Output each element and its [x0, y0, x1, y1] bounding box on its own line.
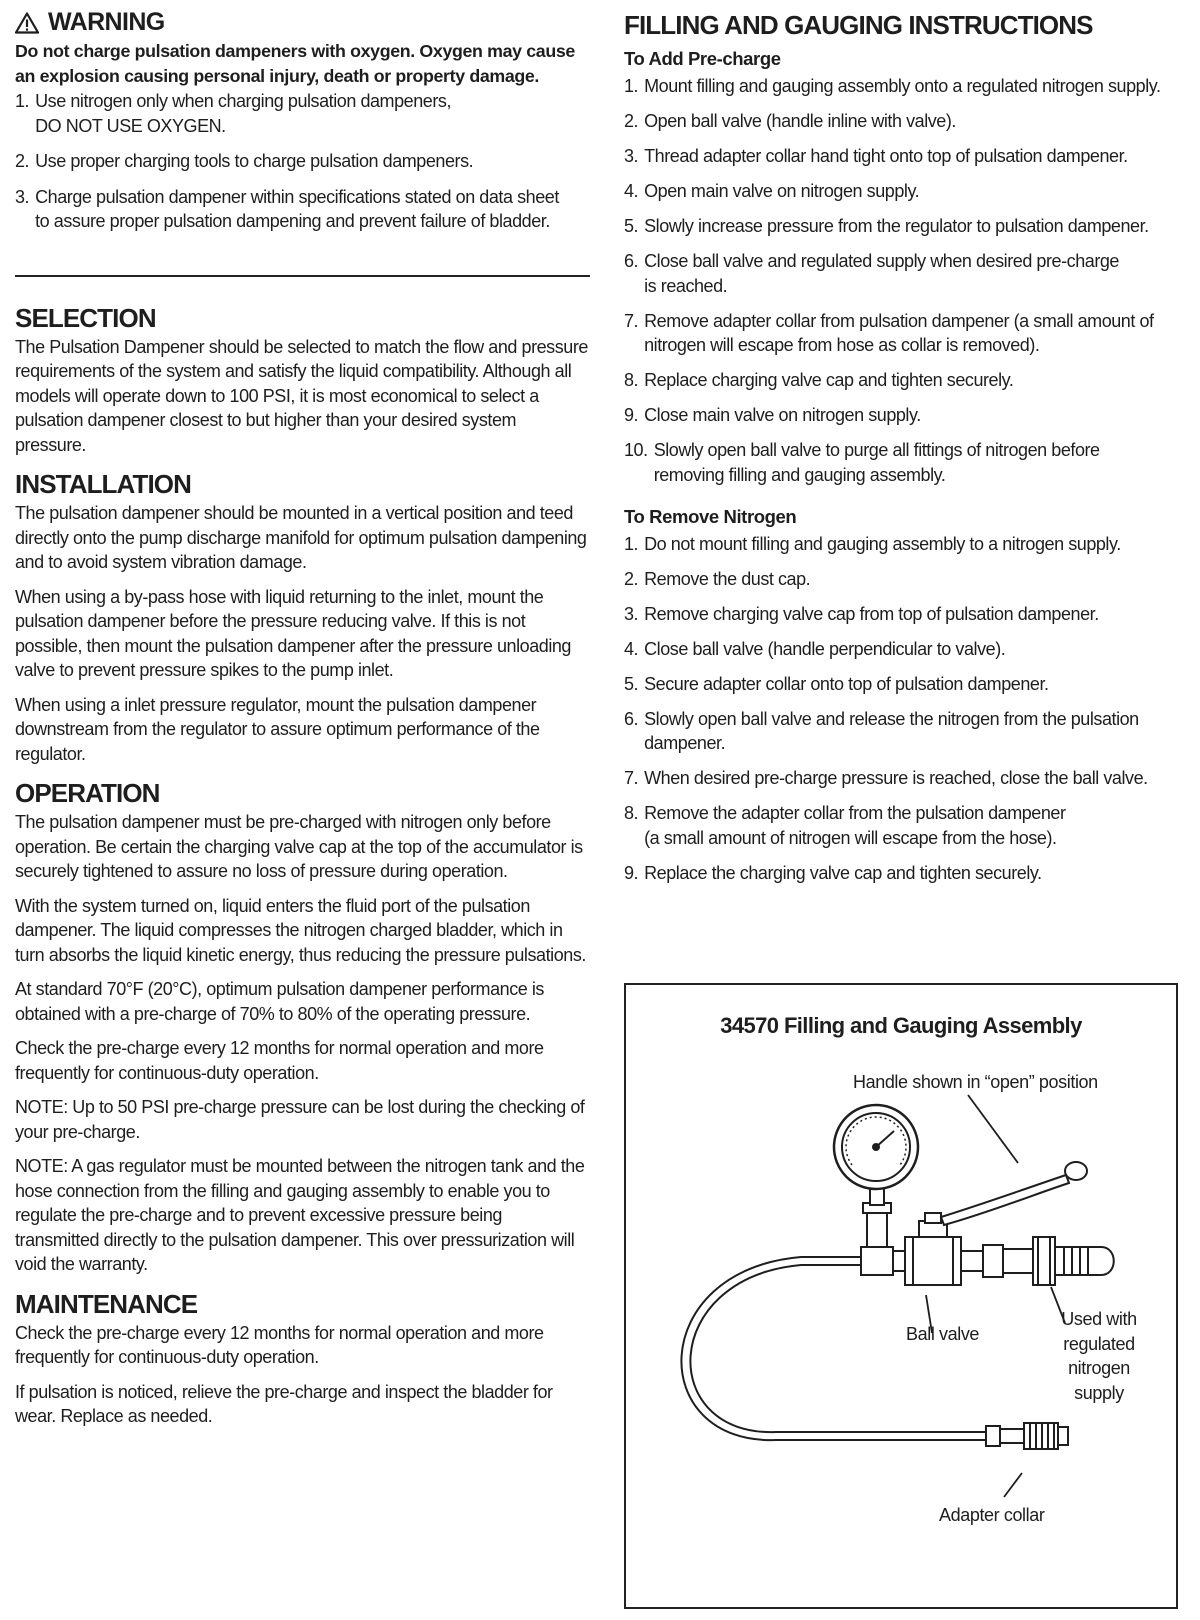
ball-valve-part — [905, 1213, 961, 1285]
remove-nitrogen-subheading: To Remove Nitrogen — [624, 505, 797, 527]
list-number: 1. — [624, 533, 639, 554]
figure-title: 34570 Filling and Gauging Assembly — [720, 1013, 1082, 1038]
list-text: When desired pre-charge pressure is reached, close the ball valve. — [644, 768, 1148, 788]
remove-step — [624, 766, 1189, 791]
paragraph: With the system turned on, liquid enters the fluid port of the pulsation dampener. The liquid compresses the nitrogen charged bladder, which in turn absorbs the liquid kinetic energy, thus reducing the pressure pulsations. — [15, 895, 586, 965]
add-step — [624, 214, 1189, 239]
supply-label-line: Used with — [1061, 1309, 1137, 1329]
paragraph: If pulsation is noticed, relieve the pre-charge and inspect the bladder for wear. Replace as needed. — [15, 1381, 553, 1426]
warning-heading — [15, 8, 590, 37]
remove-step — [624, 707, 1189, 756]
operation-body — [15, 810, 590, 1277]
list-number: 2. — [624, 111, 639, 131]
remove-step — [624, 532, 1189, 557]
list-text: Replace charging valve cap and tighten securely. — [644, 370, 1014, 390]
list-number: 7. — [624, 768, 639, 788]
list-number: 9. — [624, 862, 639, 883]
add-step — [624, 144, 1189, 169]
list-text: Use nitrogen only when charging pulsation dampeners, DO NOT USE OXYGEN. — [35, 91, 451, 136]
remove-nitrogen-steps — [624, 532, 1189, 886]
installation-body — [15, 501, 590, 766]
remove-step — [624, 861, 1189, 886]
supply-label — [1046, 1307, 1152, 1405]
list-number: 6. — [624, 708, 639, 729]
warning-list — [15, 89, 590, 234]
paragraph: NOTE: Up to 50 PSI pre-charge pressure can be lost during the checking of your pre-charge. — [15, 1097, 585, 1142]
list-text: Remove adapter collar from pulsation dampener (a small amount of nitrogen will escape from hose as collar is removed). — [644, 310, 1154, 355]
paragraph: NOTE: A gas regulator must be mounted between the nitrogen tank and the hose connection from the filling and gauging assembly to enable you to regulate the pre-charge and to prevent excessive pressure being transmitted directly to the pulsation dampener. This over pressurization will void the warranty. — [15, 1156, 585, 1274]
handle-label: Handle shown in “open” position — [853, 1072, 1098, 1092]
paragraph: At standard 70°F (20°C), optimum pulsation dampener performance is obtained with a pre-charge of 70% to 80% of the operating pressure. — [15, 979, 544, 1024]
supply-fitting — [961, 1237, 1114, 1285]
adapter-collar-part — [1024, 1423, 1068, 1449]
list-number: 4. — [624, 638, 639, 659]
adapter-collar-label: Adapter collar — [939, 1505, 1045, 1525]
list-number: 4. — [624, 181, 639, 201]
add-precharge-subheading: To Add Pre-charge — [624, 48, 781, 69]
add-step — [624, 403, 1189, 428]
warning-statement: Do not charge pulsation dampeners with oxygen. Oxygen may cause an explosion causing personal injury, death or property damage. — [15, 41, 575, 86]
tee-fitting — [861, 1203, 893, 1275]
selection-heading: SELECTION — [15, 302, 156, 333]
list-text: Slowly open ball valve to purge all fittings of nitrogen before removing filling and gauging assembly. — [653, 440, 1100, 485]
adapter-leader — [1004, 1473, 1022, 1497]
add-step — [624, 109, 1189, 134]
hose-fitting — [986, 1426, 1000, 1446]
list-number: 5. — [624, 673, 639, 694]
list-number: 6. — [624, 251, 639, 271]
remove-step — [624, 637, 1189, 662]
list-number: 3. — [15, 186, 30, 207]
list-text: Remove the dust cap. — [644, 568, 811, 589]
list-number: 10. — [624, 440, 648, 460]
paragraph: The pulsation dampener must be pre-charged with nitrogen only before operation. Be certain the charging valve cap at the top of the accumulator is securely tightened to assure no loss of pressure during operation. — [15, 812, 583, 881]
remove-step — [624, 567, 1189, 592]
list-text: Secure adapter collar onto top of pulsation dampener. — [644, 673, 1049, 694]
list-text: Slowly increase pressure from the regulator to pulsation dampener. — [644, 216, 1149, 236]
installation-heading: INSTALLATION — [15, 469, 191, 499]
add-step — [624, 368, 1189, 393]
assembly-figure — [624, 983, 1178, 1609]
operation-heading: OPERATION — [15, 778, 160, 808]
list-text: Charge pulsation dampener within specifications stated on data sheet to assure proper pulsation dampening and prevent failure of bladder. — [35, 186, 559, 231]
add-step — [624, 438, 1189, 487]
list-number: 9. — [624, 405, 639, 425]
list-text: Mount filling and gauging assembly onto a regulated nitrogen supply. — [644, 76, 1161, 96]
paragraph: The Pulsation Dampener should be selected to match the flow and pressure requirements of the system and satisfy the liquid compatibility. Although all models will operate down to 100 PSI, it is most economical to select a pulsation dampener closest to but higher than your desired system pressure. — [15, 336, 588, 455]
list-text: Open ball valve (handle inline with valve). — [644, 111, 956, 131]
add-step — [624, 179, 1189, 204]
list-number: 7. — [624, 310, 639, 331]
paragraph: Check the pre-charge every 12 months for normal operation and more frequently for continuous-duty operation. — [15, 1322, 544, 1367]
paragraph: Check the pre-charge every 12 months for normal operation and more frequently for continuous-duty operation. — [15, 1038, 544, 1083]
paragraph: The pulsation dampener should be mounted in a vertical position and teed directly onto the pump discharge manifold for optimum pulsation dampening and to avoid system vibration damage. — [15, 503, 587, 572]
list-text: Close main valve on nitrogen supply. — [644, 405, 921, 425]
supply-label-line: regulated — [1063, 1333, 1135, 1354]
add-step — [624, 249, 1189, 298]
handle-leader — [968, 1095, 1018, 1163]
list-text: Thread adapter collar hand tight onto top of pulsation dampener. — [644, 146, 1128, 166]
remove-step — [624, 602, 1189, 627]
list-number: 8. — [624, 803, 639, 823]
maintenance-body — [15, 1321, 590, 1429]
pressure-gauge — [834, 1105, 918, 1205]
ball-valve-label: Ball valve — [906, 1324, 980, 1344]
warning-item — [15, 149, 590, 174]
list-text: Slowly open ball valve and release the nitrogen from the pulsation dampener. — [644, 708, 1139, 753]
warning-item — [15, 89, 590, 138]
left-column — [15, 0, 590, 1439]
list-number: 3. — [624, 603, 639, 624]
list-number: 3. — [624, 146, 639, 166]
remove-step — [624, 801, 1189, 850]
add-step — [624, 74, 1189, 99]
list-text: Replace the charging valve cap and tighten securely. — [644, 862, 1042, 883]
supply-label-line: supply — [1074, 1382, 1124, 1403]
right-column — [624, 0, 1189, 896]
paragraph: When using a inlet pressure regulator, mount the pulsation dampener downstream from the regulator to assure optimum performance of the regulator. — [15, 694, 540, 764]
selection-body — [15, 335, 590, 458]
list-number: 2. — [624, 568, 639, 589]
list-text: Remove the adapter collar from the pulsation dampener (a small amount of nitrogen will escape from the hose). — [644, 803, 1066, 848]
list-text: Close ball valve and regulated supply when desired pre-charge is reached. — [644, 251, 1119, 296]
list-text: Do not mount filling and gauging assembly to a nitrogen supply. — [644, 533, 1121, 554]
paragraph: When using a by-pass hose with liquid returning to the inlet, mount the pulsation dampener before the pressure reducing valve. If this is not possible, then mount the pulsation dampener after the pressure unloading valve to prevent pressure spikes to the pump inlet. — [15, 586, 571, 680]
maintenance-heading: MAINTENANCE — [15, 1288, 198, 1319]
list-text: Use proper charging tools to charge pulsation dampeners. — [35, 151, 474, 171]
list-text: Open main valve on nitrogen supply. — [644, 181, 920, 201]
list-number: 1. — [624, 76, 639, 96]
list-number: 8. — [624, 370, 639, 390]
list-number: 2. — [15, 151, 30, 171]
warning-item — [15, 185, 590, 234]
supply-label-line: nitrogen — [1068, 1358, 1130, 1378]
list-number: 1. — [15, 91, 30, 111]
add-step — [624, 309, 1189, 358]
valve-handle — [941, 1162, 1087, 1225]
list-number: 5. — [624, 216, 639, 236]
add-precharge-steps — [624, 74, 1189, 487]
list-text: Close ball valve (handle perpendicular to valve). — [644, 638, 1006, 659]
list-text: Remove charging valve cap from top of pulsation dampener. — [644, 603, 1099, 624]
filling-heading: FILLING AND GAUGING INSTRUCTIONS — [624, 10, 1093, 40]
warning-triangle-icon — [15, 12, 39, 34]
warning-title: WARNING — [48, 8, 165, 36]
remove-step — [624, 672, 1189, 697]
